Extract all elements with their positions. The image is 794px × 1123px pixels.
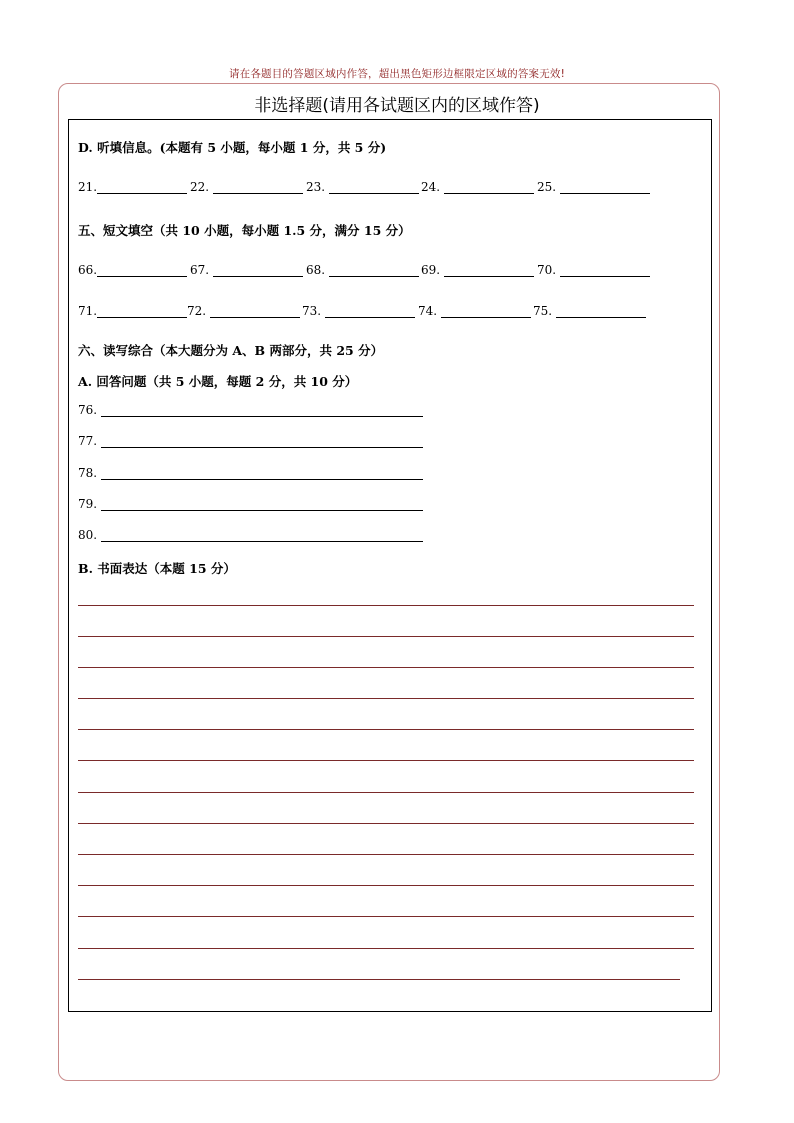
item-number: 66. [78, 263, 98, 277]
answer-blank[interactable] [210, 304, 300, 318]
item-number: 24. [421, 180, 441, 194]
answer-blank[interactable] [97, 263, 187, 277]
item-number: 22. [190, 180, 210, 194]
answer-blank[interactable] [329, 180, 419, 194]
item-number: 67. [190, 263, 210, 277]
blank-21[interactable] [78, 180, 187, 194]
item-number: 78. [78, 466, 98, 480]
part-6a-heading: A. 回答问题（共 5 小题，每题 2 分，共 10 分） [78, 374, 358, 389]
writing-line[interactable] [78, 760, 694, 761]
answer-79[interactable] [78, 497, 423, 513]
item-number: 73. [302, 304, 322, 318]
blank-68[interactable] [306, 263, 419, 277]
answer-blank[interactable] [101, 497, 423, 511]
blank-75[interactable] [533, 304, 646, 318]
item-number: 70. [537, 263, 557, 277]
answer-blank[interactable] [213, 180, 303, 194]
answer-blank[interactable] [97, 180, 187, 194]
answer-78[interactable] [78, 466, 423, 482]
part-6-heading: 六、读写综合（本大题分为 A、B 两部分，共 25 分） [78, 343, 384, 358]
writing-line[interactable] [78, 605, 694, 606]
blank-71[interactable] [78, 304, 187, 318]
blank-69[interactable] [421, 263, 534, 277]
answer-blank[interactable] [556, 304, 646, 318]
writing-line[interactable] [78, 854, 694, 855]
answer-blank[interactable] [560, 263, 650, 277]
writing-line[interactable] [78, 792, 694, 793]
writing-line[interactable] [78, 823, 694, 824]
blank-72[interactable] [187, 304, 300, 318]
blank-23[interactable] [306, 180, 419, 194]
blank-66[interactable] [78, 263, 187, 277]
answer-blank[interactable] [213, 263, 303, 277]
item-number: 68. [306, 263, 326, 277]
answer-blank[interactable] [101, 434, 423, 448]
item-number: 23. [306, 180, 326, 194]
item-number: 79. [78, 497, 98, 511]
answer-area-notice: 请在各题目的答题区域内作答，超出黑色矩形边框限定区域的答案无效! [228, 68, 566, 80]
answer-blank[interactable] [444, 180, 534, 194]
blank-70[interactable] [537, 263, 650, 277]
item-number: 25. [537, 180, 557, 194]
answer-76[interactable] [78, 403, 423, 419]
writing-line[interactable] [78, 979, 680, 980]
blank-73[interactable] [302, 304, 415, 318]
writing-line[interactable] [78, 885, 694, 886]
item-number: 75. [533, 304, 553, 318]
answer-blank[interactable] [97, 304, 187, 318]
answer-blank[interactable] [325, 304, 415, 318]
item-number: 71. [78, 304, 98, 318]
writing-line[interactable] [78, 667, 694, 668]
blank-74[interactable] [418, 304, 531, 318]
answer-blank[interactable] [441, 304, 531, 318]
part-5-heading: 五、短文填空（共 10 小题，每小题 1.5 分，满分 15 分） [78, 223, 411, 238]
answer-blank[interactable] [444, 263, 534, 277]
answer-80[interactable] [78, 528, 423, 544]
item-number: 72. [187, 304, 207, 318]
blank-24[interactable] [421, 180, 534, 194]
item-number: 74. [418, 304, 438, 318]
item-number: 77. [78, 434, 98, 448]
writing-line[interactable] [78, 698, 694, 699]
answer-blank[interactable] [560, 180, 650, 194]
answer-blank[interactable] [101, 528, 423, 542]
writing-line[interactable] [78, 636, 694, 637]
item-number: 69. [421, 263, 441, 277]
blank-22[interactable] [190, 180, 303, 194]
writing-line[interactable] [78, 916, 694, 917]
item-number: 76. [78, 403, 98, 417]
part-6b-heading: B. 书面表达（本题 15 分） [78, 561, 236, 576]
item-number: 80. [78, 528, 98, 542]
item-number: 21. [78, 180, 98, 194]
answer-blank[interactable] [329, 263, 419, 277]
answer-77[interactable] [78, 434, 423, 450]
answer-blank[interactable] [101, 403, 423, 417]
part-d-heading: D. 听填信息。(本题有 5 小题，每小题 1 分，共 5 分) [78, 140, 387, 155]
writing-line[interactable] [78, 948, 694, 949]
blank-67[interactable] [190, 263, 303, 277]
blank-25[interactable] [537, 180, 650, 194]
section-title: 非选择题(请用各试题区内的区域作答) [254, 96, 540, 116]
writing-line[interactable] [78, 729, 694, 730]
answer-blank[interactable] [101, 466, 423, 480]
